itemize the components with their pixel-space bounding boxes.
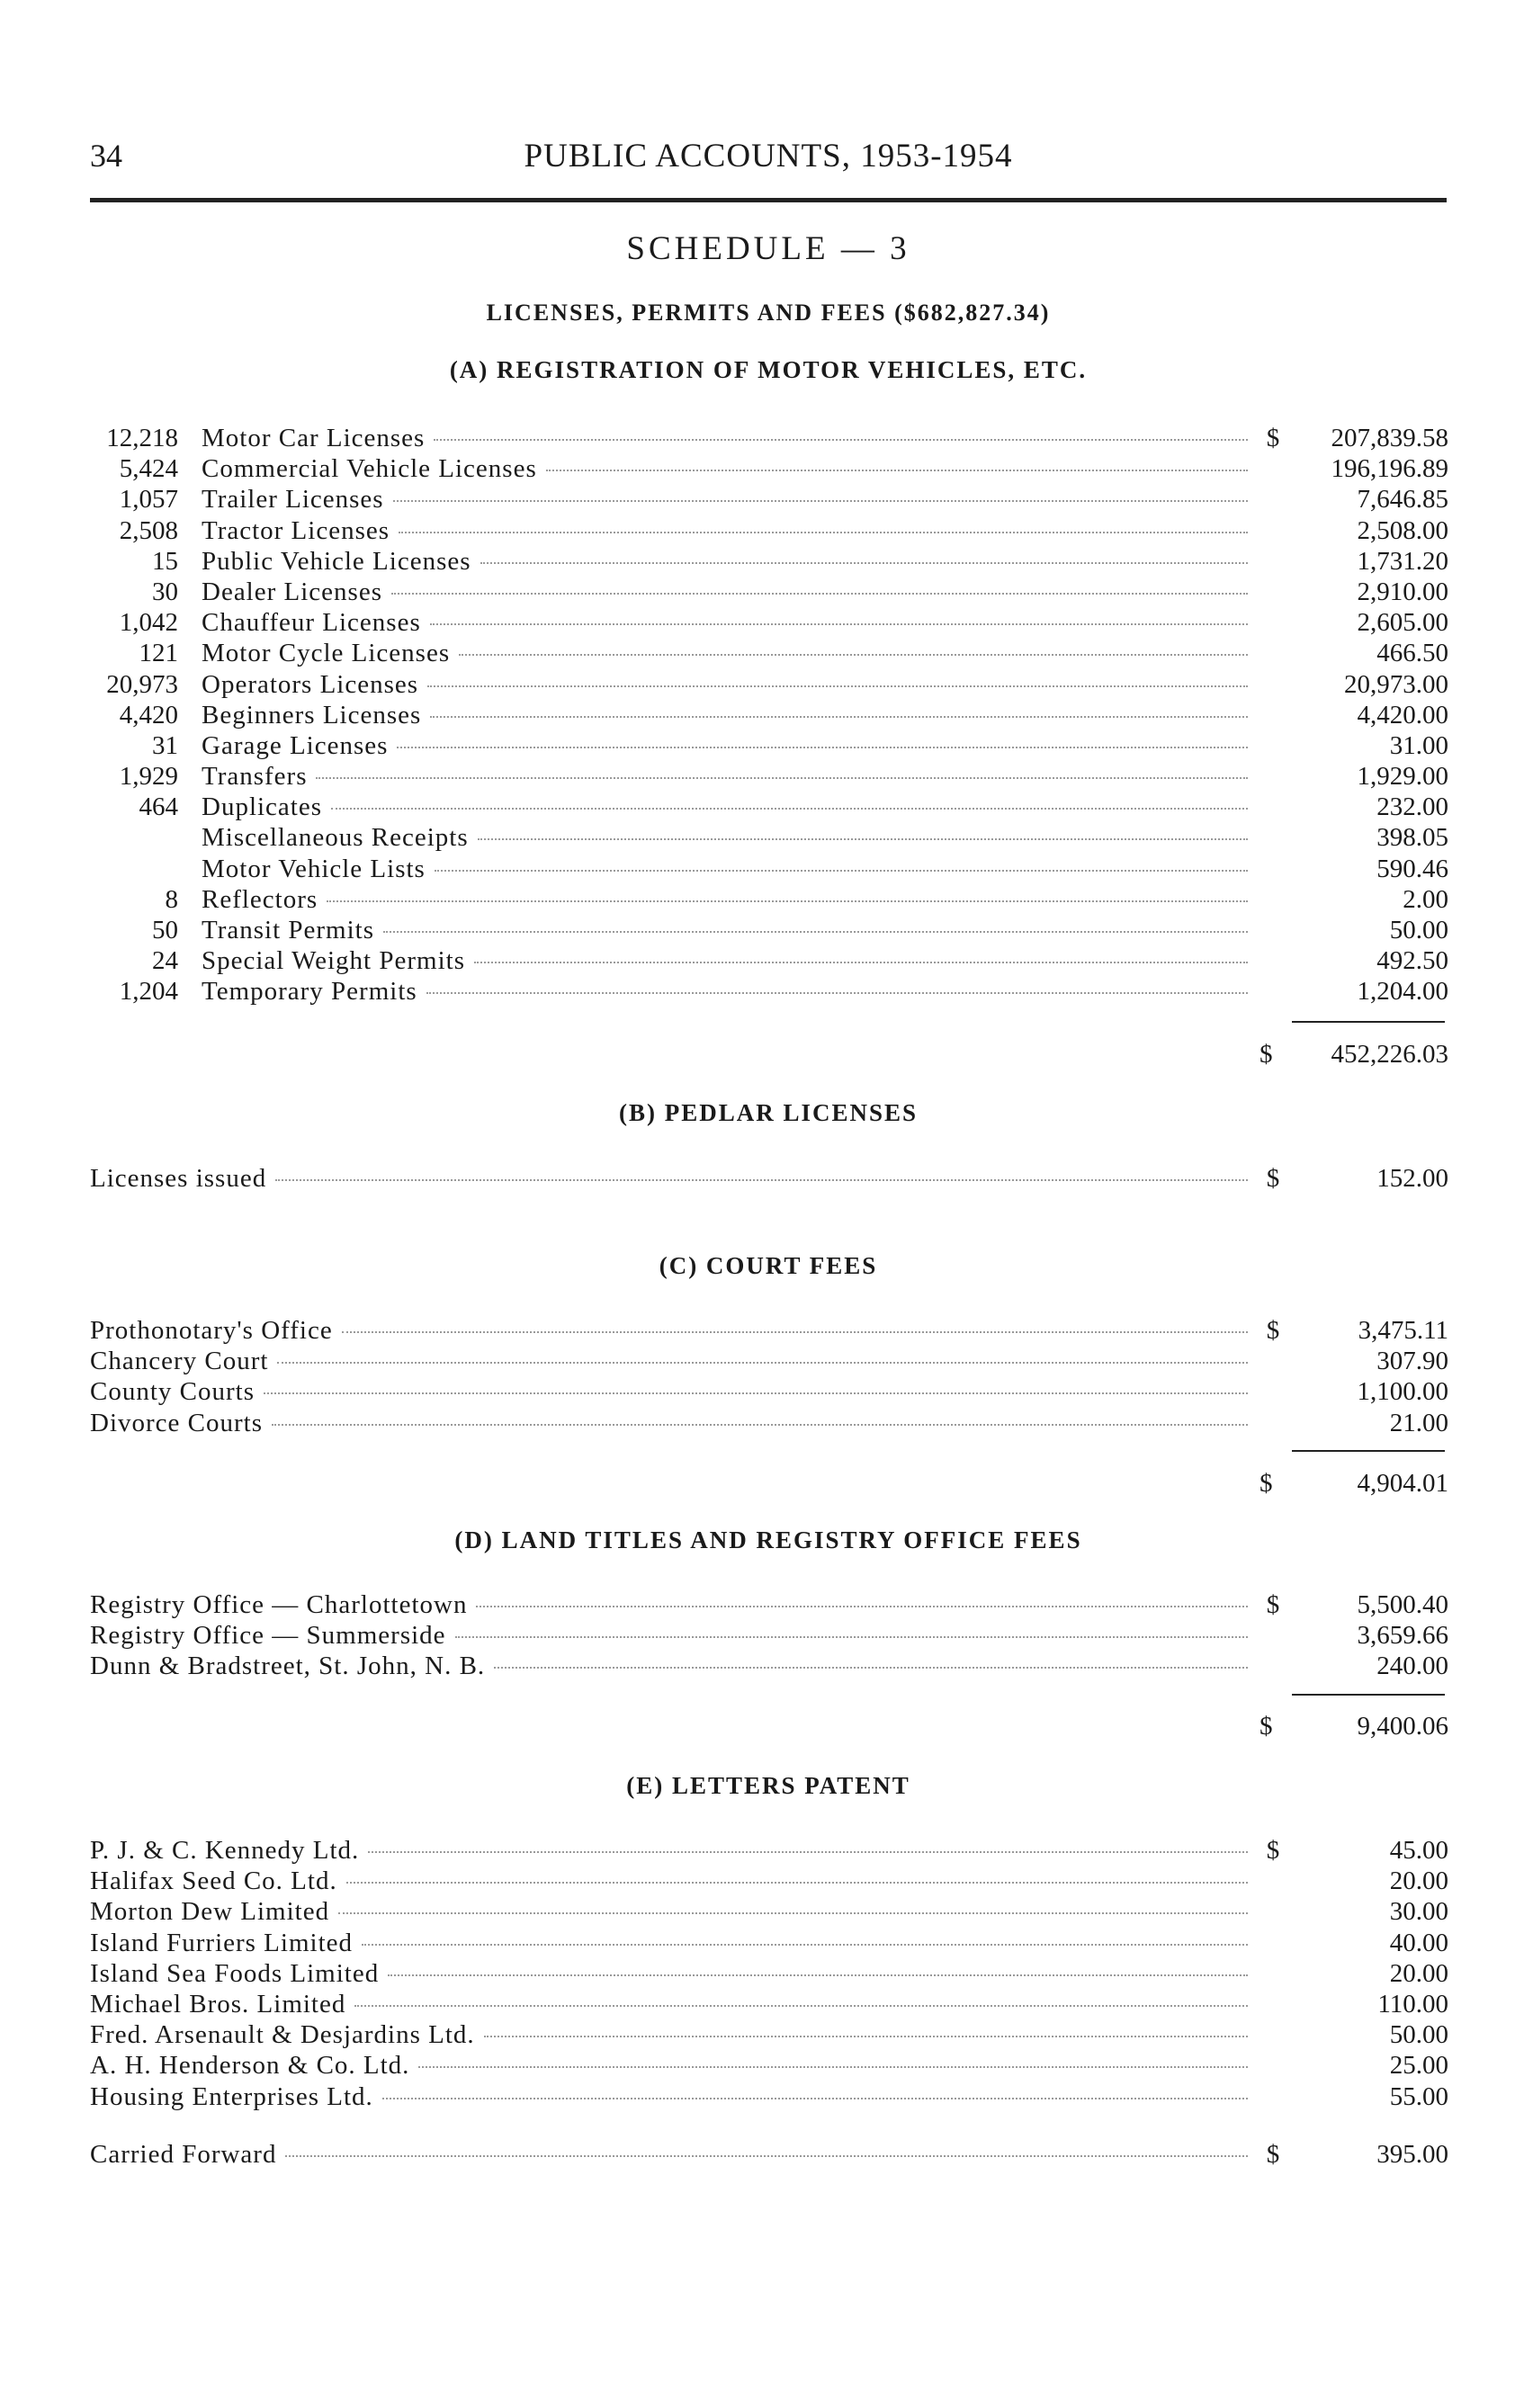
table-row — [90, 730, 1448, 761]
row-qty: 1,204 — [119, 977, 178, 1007]
row-amount: 45.00 — [1389, 1836, 1448, 1865]
table-row — [90, 915, 1448, 945]
row-amount: 1,100.00 — [1357, 1377, 1448, 1407]
dot-leader — [480, 562, 1248, 564]
dot-leader — [331, 808, 1248, 810]
row-description: Registry Office — Summerside — [90, 1621, 446, 1651]
dot-leader — [382, 2098, 1248, 2099]
row-description: Michael Bros. Limited — [90, 1989, 346, 2019]
section-d-title: (D) LAND TITLES AND REGISTRY OFFICE FEES — [454, 1526, 1082, 1553]
row-qty: 30 — [152, 577, 178, 606]
row-amount: 3,659.66 — [1357, 1621, 1448, 1651]
row-qty: 1,042 — [119, 608, 178, 638]
row-description: Dunn & Bradstreet, St. John, N. B. — [90, 1652, 486, 1681]
page-number: 34 — [90, 138, 122, 174]
dot-leader — [427, 685, 1248, 687]
total-currency: $ — [1260, 1712, 1273, 1741]
dot-leader — [272, 1424, 1248, 1426]
table-row — [90, 423, 1448, 453]
row-amount: 40.00 — [1389, 1928, 1448, 1957]
row-description: Beginners Licenses — [202, 700, 422, 730]
table-row — [90, 854, 1448, 884]
row-qty: 121 — [139, 639, 178, 668]
row-amount: 2.00 — [1403, 884, 1448, 914]
table-row — [90, 453, 1448, 484]
table-row — [90, 976, 1448, 1007]
row-description: Operators Licenses — [202, 669, 419, 699]
row-amount: 207,839.58 — [1331, 424, 1448, 452]
dot-leader — [430, 716, 1248, 718]
row-amount: 20.00 — [1389, 1958, 1448, 1988]
row-amount: 492.50 — [1376, 946, 1448, 976]
dot-leader — [342, 1331, 1248, 1333]
row-amount: 20,973.00 — [1344, 669, 1448, 699]
dot-leader — [391, 593, 1248, 595]
dot-leader — [388, 1974, 1248, 1976]
row-description: Transit Permits — [202, 916, 374, 944]
section-c-title: (C) COURT FEES — [659, 1252, 878, 1279]
row-amount: 196,196.89 — [1331, 454, 1448, 484]
row-amount: 240.00 — [1376, 1652, 1448, 1681]
row-amount: 590.46 — [1376, 854, 1448, 883]
row-description: Transfers — [202, 762, 308, 792]
row-amount: 20.00 — [1389, 1866, 1448, 1896]
dot-leader — [478, 838, 1248, 840]
table-row — [90, 1866, 1448, 1896]
total-currency: $ — [1260, 1469, 1273, 1498]
table-row — [90, 1315, 1448, 1346]
dot-leader — [354, 2005, 1248, 2007]
carried-forward-row — [90, 2139, 1448, 2170]
row-amount: 5,500.40 — [1357, 1590, 1448, 1619]
table-row — [90, 2050, 1448, 2081]
row-amount: 152.00 — [1376, 1164, 1448, 1193]
dot-leader — [434, 439, 1248, 441]
row-description: Miscellaneous Receipts — [202, 823, 469, 853]
row-currency: $ — [1266, 424, 1280, 452]
row-description: Registry Office — Charlottetown — [90, 1590, 468, 1619]
row-description: A. H. Henderson & Co. Ltd. — [90, 2051, 410, 2081]
table-row — [90, 1651, 1448, 1681]
row-description: County Courts — [90, 1377, 255, 1407]
row-qty: 1,929 — [119, 762, 178, 792]
section-a-total — [1260, 1039, 1448, 1070]
row-qty: 50 — [152, 916, 178, 944]
row-description: Motor Car Licenses — [202, 424, 426, 452]
total-rule — [1292, 1694, 1445, 1696]
dot-leader — [327, 900, 1248, 902]
table-row — [90, 484, 1448, 515]
row-description: Garage Licenses — [202, 730, 389, 760]
row-amount: 50.00 — [1389, 916, 1448, 944]
total-amount: 9,400.06 — [1357, 1712, 1448, 1741]
table-row — [90, 1408, 1448, 1438]
row-qty: 8 — [165, 884, 178, 914]
dot-leader — [494, 1667, 1248, 1669]
dot-leader — [277, 1362, 1248, 1364]
section-d-total — [1260, 1711, 1448, 1741]
table-row — [90, 577, 1448, 607]
dot-leader — [426, 992, 1248, 994]
row-description: Divorce Courts — [90, 1408, 263, 1437]
row-amount: 4,420.00 — [1357, 700, 1448, 730]
row-qty: 464 — [139, 792, 178, 822]
table-row — [90, 2081, 1448, 2112]
row-currency: $ — [1266, 1836, 1280, 1865]
table-row — [90, 761, 1448, 792]
table-row — [90, 822, 1448, 853]
row-amount: 31.00 — [1389, 730, 1448, 760]
row-amount: 2,910.00 — [1357, 577, 1448, 606]
row-amount: 1,731.20 — [1357, 546, 1448, 576]
dot-leader — [338, 1912, 1248, 1914]
dot-leader — [346, 1882, 1248, 1884]
row-description: Motor Cycle Licenses — [202, 639, 451, 668]
row-amount: 50.00 — [1389, 2020, 1448, 2050]
row-amount: 2,508.00 — [1357, 515, 1448, 545]
total-rule — [1292, 1450, 1445, 1452]
schedule-title: SCHEDULE — 3 — [626, 230, 910, 267]
table-row — [90, 669, 1448, 700]
row-description: Housing Enterprises Ltd. — [90, 2081, 373, 2111]
row-amount: 1,204.00 — [1357, 977, 1448, 1007]
dot-leader — [393, 500, 1248, 502]
section-b-table — [90, 1163, 1448, 1194]
table-row — [90, 1346, 1448, 1376]
table-row — [90, 1928, 1448, 1958]
row-description: Special Weight Permits — [202, 946, 465, 976]
dot-leader — [397, 747, 1248, 748]
dot-leader — [455, 1636, 1248, 1638]
row-currency: $ — [1266, 1590, 1280, 1619]
dot-leader — [285, 2155, 1248, 2157]
table-row — [90, 884, 1448, 915]
total-amount: 452,226.03 — [1331, 1040, 1448, 1069]
row-description: Chauffeur Licenses — [202, 608, 421, 638]
row-description: Halifax Seed Co. Ltd. — [90, 1866, 337, 1896]
dot-leader — [484, 2036, 1248, 2037]
table-row — [90, 607, 1448, 638]
table-row — [90, 638, 1448, 668]
table-row — [90, 1835, 1448, 1866]
row-amount: 1,929.00 — [1357, 762, 1448, 792]
row-amount: 307.90 — [1376, 1347, 1448, 1376]
total-amount: 4,904.01 — [1357, 1469, 1448, 1498]
row-amount: 395.00 — [1376, 2140, 1448, 2169]
header-rule — [90, 198, 1447, 202]
row-description: Reflectors — [202, 884, 318, 914]
total-rule — [1292, 1021, 1445, 1023]
row-description: P. J. & C. Kennedy Ltd. — [90, 1836, 360, 1865]
row-qty: 12,218 — [106, 424, 178, 452]
row-description: Licenses issued — [90, 1164, 267, 1193]
section-c-table — [90, 1315, 1448, 1438]
dot-leader — [476, 1606, 1248, 1607]
section-a-title: (A) REGISTRATION OF MOTOR VEHICLES, ETC. — [449, 356, 1088, 383]
row-amount: 30.00 — [1389, 1897, 1448, 1927]
row-qty: 5,424 — [119, 454, 178, 484]
row-amount: 398.05 — [1376, 823, 1448, 853]
row-amount: 2,605.00 — [1357, 608, 1448, 638]
dot-leader — [275, 1179, 1248, 1181]
row-description: Island Furriers Limited — [90, 1928, 354, 1957]
page-header — [90, 137, 1447, 191]
dot-leader — [362, 1944, 1248, 1946]
main-title: LICENSES, PERMITS AND FEES ($682,827.34) — [486, 300, 1051, 326]
row-currency: $ — [1266, 2140, 1280, 2169]
table-row — [90, 515, 1448, 546]
row-qty: 15 — [152, 546, 178, 576]
table-row — [90, 945, 1448, 976]
dot-leader — [399, 532, 1248, 533]
table-row — [90, 1589, 1448, 1620]
row-description: Commercial Vehicle Licenses — [202, 454, 537, 484]
dot-leader — [418, 2066, 1248, 2068]
row-qty: 4,420 — [119, 700, 178, 730]
table-row — [90, 1620, 1448, 1651]
row-amount: 25.00 — [1389, 2051, 1448, 2081]
dot-leader — [435, 870, 1248, 872]
dot-leader — [430, 623, 1248, 625]
row-qty: 24 — [152, 946, 178, 976]
dot-leader — [474, 962, 1248, 963]
dot-leader — [316, 777, 1248, 779]
row-amount: 110.00 — [1377, 1989, 1448, 2019]
row-amount: 21.00 — [1389, 1408, 1448, 1437]
row-qty: 2,508 — [119, 515, 178, 545]
row-currency: $ — [1266, 1164, 1280, 1193]
table-row — [90, 1163, 1448, 1194]
row-description: Tractor Licenses — [202, 515, 390, 545]
section-c-total — [1260, 1468, 1448, 1499]
table-row — [90, 546, 1448, 577]
dot-leader — [383, 931, 1248, 933]
row-qty: 1,057 — [119, 485, 178, 515]
row-description: Carried Forward — [90, 2140, 277, 2169]
table-row — [90, 2019, 1448, 2050]
row-description: Duplicates — [202, 792, 323, 822]
table-row — [90, 1989, 1448, 2019]
row-description: Chancery Court — [90, 1347, 269, 1376]
row-description: Morton Dew Limited — [90, 1897, 330, 1927]
dot-leader — [264, 1392, 1248, 1394]
row-description: Prothonotary's Office — [90, 1316, 333, 1345]
row-amount: 3,475.11 — [1358, 1316, 1448, 1345]
row-description: Island Sea Foods Limited — [90, 1958, 380, 1988]
total-currency: $ — [1260, 1040, 1273, 1069]
dot-leader — [459, 654, 1248, 656]
row-amount: 466.50 — [1376, 639, 1448, 668]
dot-leader — [368, 1851, 1248, 1853]
section-a-table — [90, 423, 1448, 1007]
section-e-table — [90, 1835, 1448, 2112]
row-description: Dealer Licenses — [202, 577, 382, 606]
row-currency: $ — [1266, 1316, 1280, 1345]
row-amount: 232.00 — [1376, 792, 1448, 822]
table-row — [90, 792, 1448, 822]
section-e-title: (E) LETTERS PATENT — [626, 1772, 910, 1799]
row-amount: 55.00 — [1389, 2081, 1448, 2111]
row-description: Motor Vehicle Lists — [202, 854, 426, 883]
row-description: Public Vehicle Licenses — [202, 546, 471, 576]
carried-forward — [90, 2139, 1448, 2170]
table-row — [90, 1958, 1448, 1989]
row-description: Trailer Licenses — [202, 485, 384, 515]
row-description: Temporary Permits — [202, 977, 417, 1007]
dot-leader — [546, 470, 1248, 471]
running-title: PUBLIC ACCOUNTS, 1953-1954 — [524, 138, 1013, 175]
table-row — [90, 700, 1448, 730]
section-b-title: (B) PEDLAR LICENSES — [618, 1099, 919, 1126]
table-row — [90, 1376, 1448, 1407]
row-description: Fred. Arsenault & Desjardins Ltd. — [90, 2020, 475, 2050]
row-amount: 7,646.85 — [1357, 485, 1448, 515]
row-qty: 31 — [152, 730, 178, 760]
section-d-table — [90, 1589, 1448, 1682]
table-row — [90, 1896, 1448, 1927]
row-qty: 20,973 — [106, 669, 178, 699]
